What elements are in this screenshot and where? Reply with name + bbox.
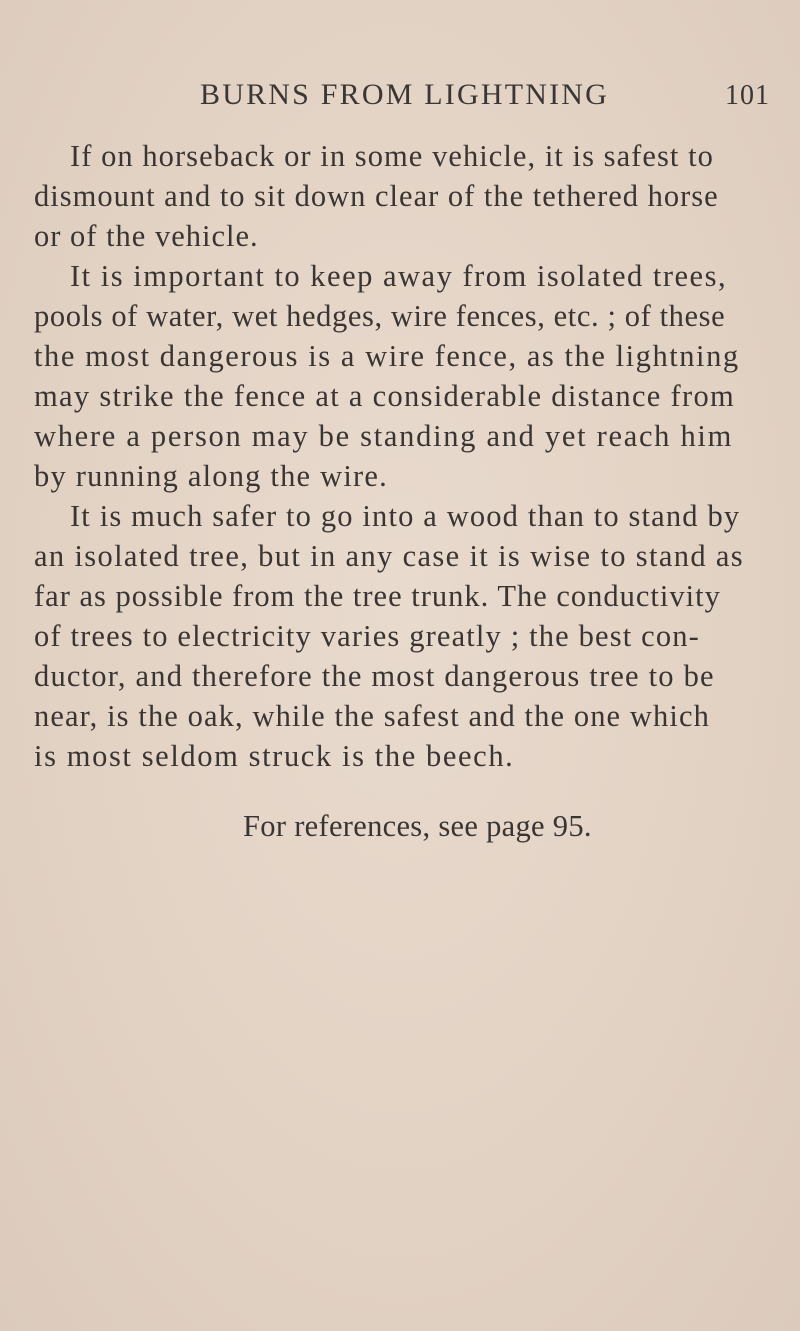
text-line: far as possible from the tree trunk. The conductivity xyxy=(34,579,721,613)
running-title: BURNS FROM LIGHTNING xyxy=(200,78,610,111)
text-line: is most seldom struck is the beech. xyxy=(34,739,515,773)
text-line: If on horseback or in some vehicle, it is safest to xyxy=(70,139,714,173)
text-line: of trees to electricity varies greatly ; the best con- xyxy=(34,619,700,653)
footnote-references: For references, see page 95. xyxy=(243,809,592,843)
text-line: by running along the wire. xyxy=(34,459,388,493)
text-line: It is important to keep away from isolated trees, xyxy=(70,259,728,293)
text-line: where a person may be standing and yet reach him xyxy=(34,419,734,453)
text-line: may strike the fence at a considerable distance from xyxy=(34,379,736,413)
running-head xyxy=(200,78,770,118)
text-line: an isolated tree, but in any case it is wise to stand as xyxy=(34,539,745,573)
text-line: the most dangerous is a wire fence, as the lightning xyxy=(34,339,740,373)
text-line: dismount and to sit down clear of the tethered horse xyxy=(34,179,719,213)
text-line: or of the vehicle. xyxy=(34,219,259,253)
page-number: 101 xyxy=(725,80,770,111)
text-line: pools of water, wet hedges, wire fences, etc. ; of these xyxy=(34,299,726,333)
text-line: near, is the oak, while the safest and the one which xyxy=(34,699,710,733)
text-line: It is much safer to go into a wood than to stand by xyxy=(70,499,741,533)
text-line: ductor, and therefore the most dangerous tree to be xyxy=(34,659,715,693)
